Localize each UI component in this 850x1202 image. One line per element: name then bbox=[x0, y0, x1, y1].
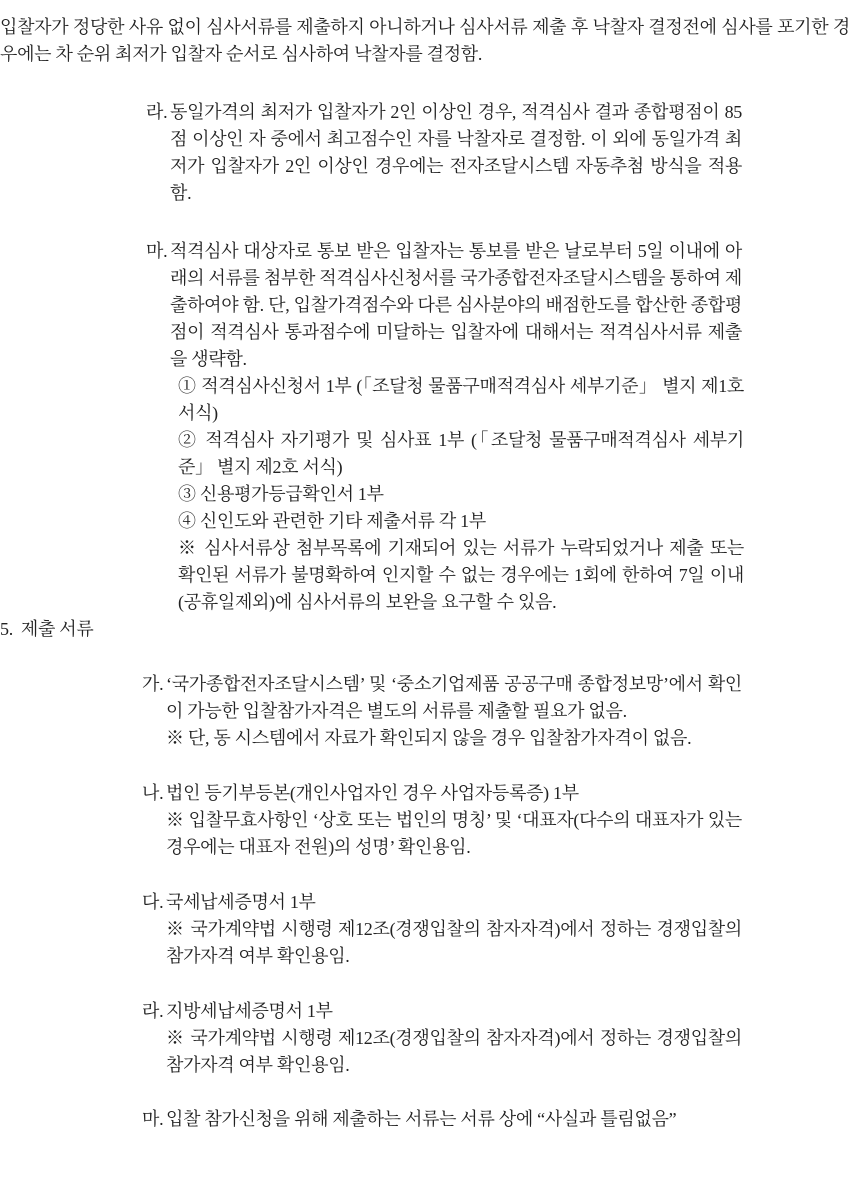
item-text: 국세납세증명서 1부 bbox=[166, 892, 316, 912]
item-note: ※ 국가계약법 시행령 제12조(경쟁입찰의 참자자격)에서 정하는 경쟁입찰의 참가자격 여부 확인용임. bbox=[166, 1028, 742, 1075]
attachment-list bbox=[178, 373, 744, 616]
item-text: 입찰 참가신청을 위해 제출하는 서류는 서류 상에 “사실과 틀림없음” bbox=[166, 1109, 677, 1129]
item-note: ※ 입찰무효사항인 ‘상호 또는 법인의 명칭’ 및 ‘대표자(다수의 대표자가 있는 경우에는 대표자 전원)의 성명’ 확인용임. bbox=[166, 810, 742, 857]
attachment-line-3: ③ 신용평가등급확인서 1부 bbox=[178, 484, 384, 504]
item-note: ※ 국가계약법 시행령 제12조(경쟁입찰의 참자자격)에서 정하는 경쟁입찰의 참가자격 여부 확인용임. bbox=[166, 919, 742, 966]
section-heading bbox=[0, 616, 850, 643]
paragraph-continuation: 입찰자가 정당한 사유 없이 심사서류를 제출하지 아니하거나 심사서류 제출 후 낙찰자 결정전에 심사를 포기한 경우에는 차 순위 최저가 입찰자 순서로 심사하여 낙찰자를 결정함. bbox=[0, 17, 850, 64]
list-item-ra bbox=[146, 99, 742, 207]
item-label: 마. bbox=[142, 1109, 164, 1129]
list-item-ma2 bbox=[142, 1106, 742, 1133]
item-text: 지방세납세증명서 1부 bbox=[166, 1001, 333, 1021]
section-title: 제출 서류 bbox=[20, 619, 94, 639]
attachment-note: ※ 심사서류상 첨부목록에 기재되어 있는 서류가 누락되었거나 제출 또는 확인된 서류가 불명확하여 인지할 수 없는 경우에는 1회에 한하여 7일 이내(공휴일제외)에 심사서류의 보완을 요구할 수 있음. bbox=[178, 538, 744, 612]
item-text: ‘국가종합전자조달시스템’ 및 ‘중소기업제품 공공구매 종합정보망’에서 확인이 가능한 입찰참가자격은 별도의 서류를 제출할 필요가 없음. bbox=[166, 674, 742, 721]
list-item-ga bbox=[142, 671, 742, 752]
attachment-line-4: ④ 신인도와 관련한 기타 제출서류 각 1부 bbox=[178, 511, 486, 531]
item-text: 동일가격의 최저가 입찰자가 2인 이상인 경우, 적격심사 결과 종합평점이 85점 이상인 자 중에서 최고점수인 자를 낙찰자로 결정함. 이 외에 동일가격 최저가 입찰자가 2인 이상인 경우에는 전자조달시스템 자동추첨 방식을 적용함. bbox=[170, 102, 742, 203]
item-text: 법인 등기부등본(개인사업자인 경우 사업자등록증) 1부 bbox=[166, 783, 579, 803]
item-label: 라. bbox=[142, 1001, 164, 1021]
item-label: 마. bbox=[146, 241, 168, 261]
attachment-line-1: ① 적격심사신청서 1부 (「조달청 물품구매적격심사 세부기준」 별지 제1호 서식) bbox=[178, 376, 744, 423]
list-item-da bbox=[142, 889, 742, 970]
section-number: 5. bbox=[0, 619, 13, 639]
item-label: 라. bbox=[146, 102, 168, 122]
item-label: 나. bbox=[142, 783, 164, 803]
item-label: 가. bbox=[142, 674, 164, 694]
item-text: 적격심사 대상자로 통보 받은 입찰자는 통보를 받은 날로부터 5일 이내에 아래의 서류를 첨부한 적격심사신청서를 국가종합전자조달시스템을 통하여 제출하여야 함. 단, 입찰가격점수와 다른 심사분야의 배점한도를 합산한 종합평점이 적격심사 통과점수에 미달하는 입찰자에 대해서는 적격심사서류 제출을 생략함. bbox=[170, 241, 743, 369]
list-item-na bbox=[142, 780, 742, 861]
list-item-ra2 bbox=[142, 998, 742, 1079]
list-item-ma bbox=[146, 238, 743, 373]
attachment-line-2: ② 적격심사 자기평가 및 심사표 1부 (「조달청 물품구매적격심사 세부기준」 별지 제2호 서식) bbox=[178, 430, 744, 477]
item-label: 다. bbox=[142, 892, 164, 912]
item-note: ※ 단, 동 시스템에서 자료가 확인되지 않을 경우 입찰참가자격이 없음. bbox=[166, 728, 692, 748]
